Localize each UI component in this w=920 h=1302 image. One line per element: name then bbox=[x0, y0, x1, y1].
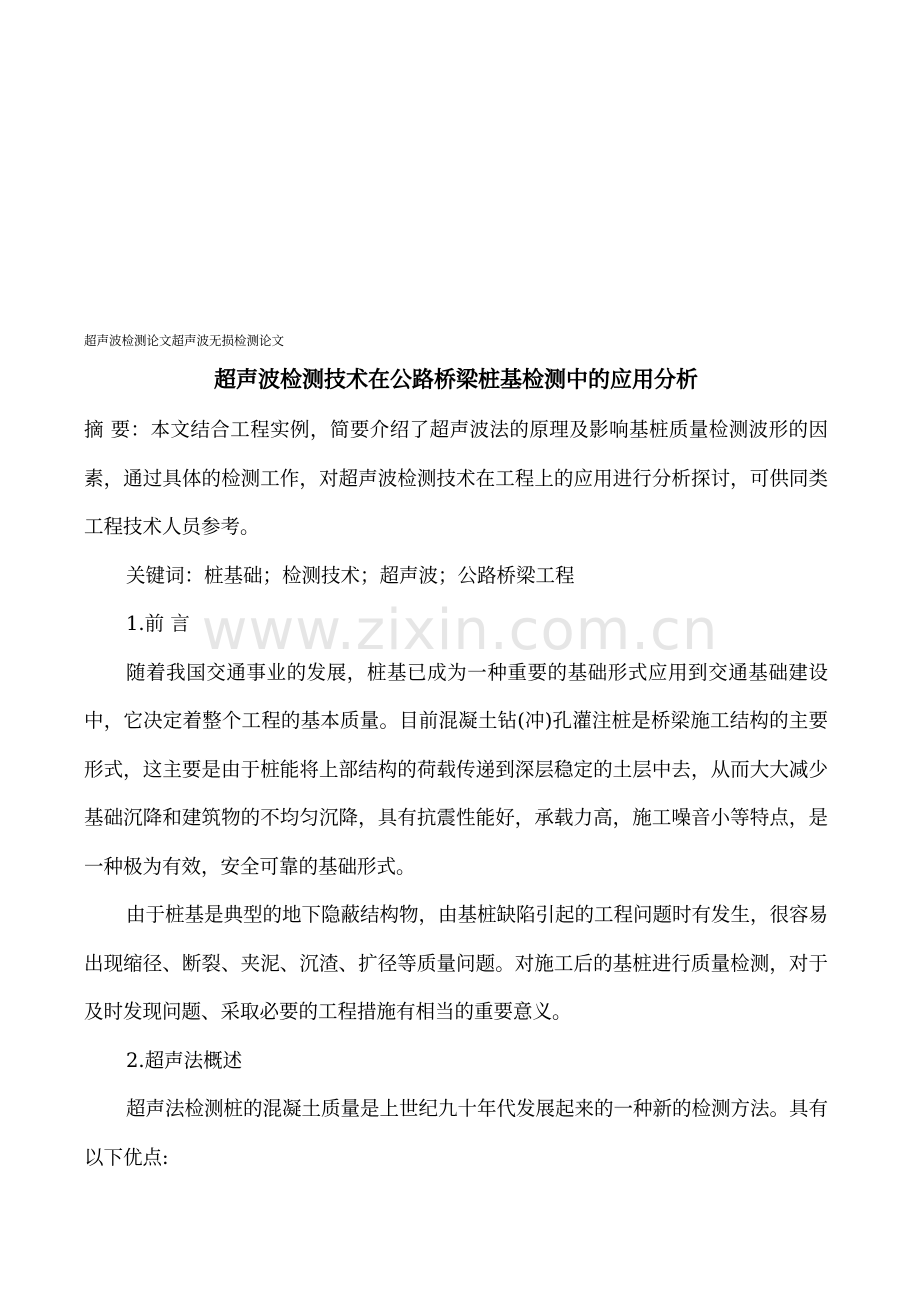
section-2-paragraph: 超声法检测桩的混凝土质量是上世纪九十年代发展起来的一种新的检测方法。具有以下优点: bbox=[84, 1097, 829, 1169]
abstract: 摘 要：本文结合工程实例，简要介绍了超声波法的原理及影响基桩质量检测波形的因素，通过具体的检测工作，对超声波检测技术在工程上的应用进行分析探讨，可供同类工程技术人员参考。 bbox=[84, 418, 828, 538]
section-2-heading: 2.超声法概述 bbox=[126, 1048, 243, 1072]
watermark: www.zixin.com.cn bbox=[201, 598, 719, 663]
section-1-heading: 1.前 言 bbox=[126, 612, 190, 635]
keywords: 关键词：桩基础；检测技术；超声波；公路桥梁工程 bbox=[126, 563, 575, 587]
section-1-paragraph: 由于桩基是典型的地下隐蔽结构物，由基桩缺陷引起的工程问题时有发生，很容易出现缩径、断裂、夹泥、沉渣、扩径等质量问题。对施工后的基桩进行质量检测，对于及时发现问题、采取必要的工程措施有相当的重要意义。 bbox=[84, 903, 829, 1023]
document-body bbox=[84, 328, 828, 1182]
section-1-paragraph: 随着我国交通事业的发展，桩基已成为一种重要的基础形式应用到交通基础建设中，它决定着整个工程的基本质量。目前混凝土钻(冲)孔灌注桩是桥梁施工结构的主要形式，这主要是由于桩能将上部结构的荷载传递到深层稳定的土层中去，从而大大减少基础沉降和建筑物的不均匀沉降，具有抗震性能好，承载力高，施工噪音小等特点，是一种极为有效，安全可靠的基础形式。 bbox=[84, 660, 828, 878]
page-title: 超声波检测技术在公路桥梁桩基检测中的应用分析 bbox=[213, 367, 698, 393]
header-note: 超声波检测论文超声波无损检测论文 bbox=[84, 333, 285, 348]
